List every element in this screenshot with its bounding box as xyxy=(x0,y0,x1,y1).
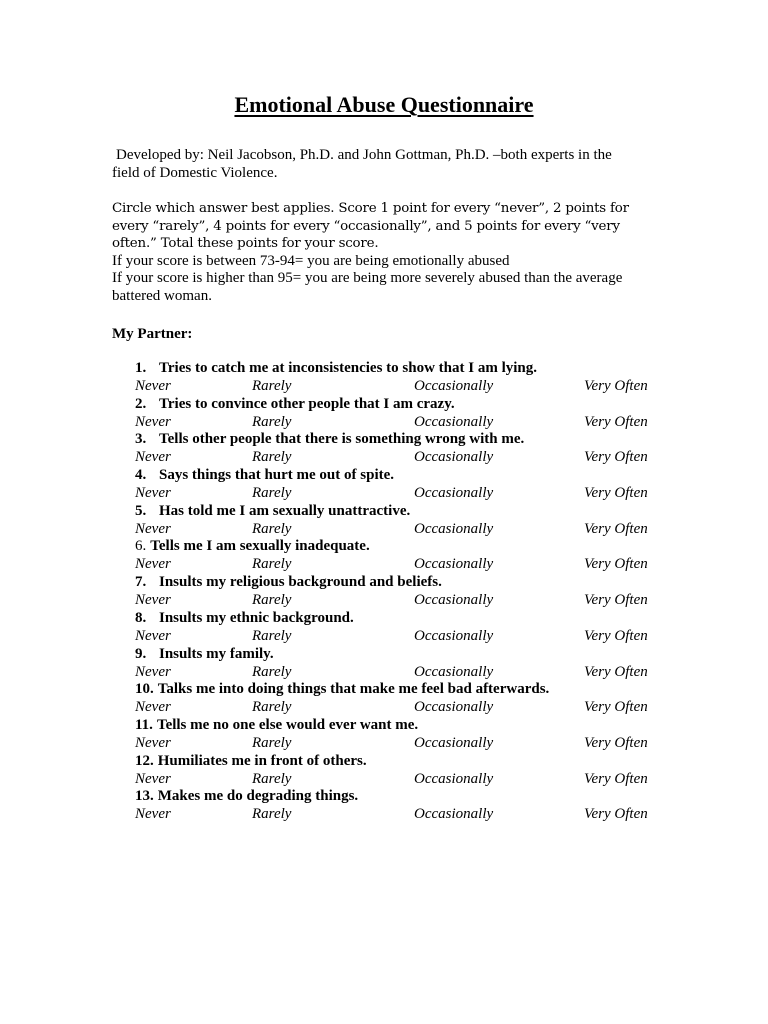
answer-option-very-often[interactable]: Very Often xyxy=(584,734,648,751)
answer-options xyxy=(0,664,768,682)
question-label: Tells me I am sexually inadequate. xyxy=(150,538,370,555)
question-number: 6. xyxy=(135,538,147,555)
answer-option-occasionally[interactable]: Occasionally xyxy=(414,592,494,609)
answer-option-occasionally[interactable]: Occasionally xyxy=(414,485,494,502)
question-item xyxy=(0,717,768,753)
answer-option-never[interactable]: Never xyxy=(135,806,171,823)
question-item xyxy=(0,610,768,646)
answer-options xyxy=(0,485,768,503)
answer-option-never[interactable]: Never xyxy=(135,378,171,394)
answer-option-occasionally[interactable]: Occasionally xyxy=(414,627,494,644)
question-item xyxy=(0,431,768,467)
question-label: Insults my ethnic background. xyxy=(159,609,354,626)
question-label: Talks me into doing things that make me feel bad afterwards. xyxy=(157,681,550,698)
answer-option-very-often[interactable]: Very Often xyxy=(584,485,648,502)
question-text xyxy=(135,610,354,627)
question-number: 2. xyxy=(135,395,147,412)
score-range-severe: If your score is higher than 95= you are being more severely abused than the average battered woman. xyxy=(112,270,623,304)
answer-option-very-often[interactable]: Very Often xyxy=(584,413,648,430)
answer-option-rarely[interactable]: Rarely xyxy=(252,770,292,787)
answer-option-occasionally[interactable]: Occasionally xyxy=(414,806,494,823)
answer-options xyxy=(0,378,768,396)
question-number: 1. xyxy=(135,360,147,376)
question-label: Says things that hurt me out of spite. xyxy=(159,467,395,484)
answer-option-never[interactable]: Never xyxy=(135,627,171,644)
answer-option-occasionally[interactable]: Occasionally xyxy=(414,770,494,787)
question-text xyxy=(135,431,524,448)
question-item xyxy=(0,574,768,610)
answer-option-very-often[interactable]: Very Often xyxy=(584,520,648,537)
question-number: 5. xyxy=(135,502,147,519)
answer-option-very-often[interactable]: Very Often xyxy=(584,592,648,609)
question-label: Tries to convince other people that I am crazy. xyxy=(159,395,455,412)
score-range-emotional: If your score is between 73-94= you are being emotionally abused xyxy=(112,252,510,269)
answer-option-rarely[interactable]: Rarely xyxy=(252,449,292,466)
question-number: 9. xyxy=(135,645,147,662)
answer-option-very-often[interactable]: Very Often xyxy=(584,806,648,823)
question-item xyxy=(0,360,768,396)
answer-option-very-often[interactable]: Very Often xyxy=(584,699,648,716)
answer-option-never[interactable]: Never xyxy=(135,413,171,430)
question-item xyxy=(0,503,768,539)
answer-options xyxy=(0,414,768,432)
answer-option-never[interactable]: Never xyxy=(135,485,171,502)
answer-options xyxy=(0,628,768,646)
answer-options xyxy=(0,592,768,610)
question-label: Tells me no one else would ever want me. xyxy=(156,716,419,733)
answer-option-occasionally[interactable]: Occasionally xyxy=(414,520,494,537)
answer-option-rarely[interactable]: Rarely xyxy=(252,413,292,430)
answer-option-rarely[interactable]: Rarely xyxy=(252,556,292,573)
question-text xyxy=(135,467,394,484)
answer-option-occasionally[interactable]: Occasionally xyxy=(414,663,494,680)
question-text xyxy=(135,788,358,805)
question-label: Tells other people that there is something wrong with me. xyxy=(159,431,525,448)
answer-option-never[interactable]: Never xyxy=(135,556,171,573)
answer-option-rarely[interactable]: Rarely xyxy=(252,520,292,537)
page-title: Emotional Abuse Questionnaire xyxy=(234,92,534,117)
question-text xyxy=(135,717,418,734)
question-label: Makes me do degrading things. xyxy=(157,788,359,805)
answer-option-rarely[interactable]: Rarely xyxy=(252,663,292,680)
question-text xyxy=(135,538,370,555)
answer-option-rarely[interactable]: Rarely xyxy=(252,734,292,751)
answer-option-very-often[interactable]: Very Often xyxy=(584,378,648,394)
answer-option-occasionally[interactable]: Occasionally xyxy=(414,378,494,394)
answer-options xyxy=(0,806,768,824)
answer-options xyxy=(0,699,768,717)
question-text xyxy=(135,503,410,520)
section-title: My Partner: xyxy=(112,326,193,342)
question-number: 11. xyxy=(135,716,153,733)
answer-option-rarely[interactable]: Rarely xyxy=(252,699,292,716)
answer-option-occasionally[interactable]: Occasionally xyxy=(414,699,494,716)
question-number: 10. xyxy=(135,681,154,698)
answer-option-rarely[interactable]: Rarely xyxy=(252,378,292,394)
answer-option-never[interactable]: Never xyxy=(135,449,171,466)
question-label: Humiliates me in front of others. xyxy=(157,752,367,769)
answer-options xyxy=(0,735,768,753)
question-item xyxy=(0,646,768,682)
question-number: 12. xyxy=(135,752,154,769)
developed-by-text: Developed by: Neil Jacobson, Ph.D. and John Gottman, Ph.D. –both experts in the field of Domestic Violence. xyxy=(112,147,612,181)
instructions-text: Circle which answer best applies. Score 1 point for every “never”, 2 points for every “rarely”, 4 points for every “occasionally”, and 5 points for every “very often.” Total these points for your score. xyxy=(112,201,629,251)
answer-option-never[interactable]: Never xyxy=(135,663,171,680)
answer-option-very-often[interactable]: Very Often xyxy=(584,770,648,787)
question-item xyxy=(0,396,768,432)
answer-options xyxy=(0,771,768,789)
answer-option-rarely[interactable]: Rarely xyxy=(252,806,292,823)
question-item xyxy=(0,538,768,574)
question-number: 4. xyxy=(135,467,147,484)
answer-option-rarely[interactable]: Rarely xyxy=(252,627,292,644)
answer-option-never[interactable]: Never xyxy=(135,699,171,716)
answer-option-occasionally[interactable]: Occasionally xyxy=(414,556,494,573)
answer-options xyxy=(0,449,768,467)
answer-option-never[interactable]: Never xyxy=(135,592,171,609)
question-number: 3. xyxy=(135,431,147,448)
answer-options xyxy=(0,521,768,539)
answer-option-occasionally[interactable]: Occasionally xyxy=(414,413,494,430)
intro-section xyxy=(112,147,642,305)
answer-options xyxy=(0,556,768,574)
answer-option-never[interactable]: Never xyxy=(135,734,171,751)
question-item xyxy=(0,788,768,824)
question-text xyxy=(135,753,367,770)
question-label: Insults my religious background and beliefs. xyxy=(159,574,442,591)
question-number: 13. xyxy=(135,788,154,805)
question-label: Insults my family. xyxy=(159,645,274,662)
answer-option-very-often[interactable]: Very Often xyxy=(584,449,648,466)
answer-option-very-often[interactable]: Very Often xyxy=(584,556,648,573)
answer-option-rarely[interactable]: Rarely xyxy=(252,485,292,502)
question-text xyxy=(135,646,274,663)
question-list xyxy=(0,360,768,824)
answer-option-never[interactable]: Never xyxy=(135,770,171,787)
question-label: Tries to catch me at inconsistencies to show that I am lying. xyxy=(159,360,538,376)
question-text xyxy=(135,396,455,413)
answer-option-very-often[interactable]: Very Often xyxy=(584,663,648,680)
question-text xyxy=(135,574,442,591)
answer-option-very-often[interactable]: Very Often xyxy=(584,627,648,644)
answer-option-occasionally[interactable]: Occasionally xyxy=(414,449,494,466)
question-item xyxy=(0,753,768,789)
question-text xyxy=(135,681,549,698)
question-text xyxy=(135,360,537,377)
question-item xyxy=(0,467,768,503)
answer-option-never[interactable]: Never xyxy=(135,520,171,537)
question-number: 8. xyxy=(135,609,147,626)
answer-option-rarely[interactable]: Rarely xyxy=(252,592,292,609)
question-label: Has told me I am sexually unattractive. xyxy=(159,502,411,519)
question-number: 7. xyxy=(135,574,147,591)
question-item xyxy=(0,681,768,717)
answer-option-occasionally[interactable]: Occasionally xyxy=(414,734,494,751)
